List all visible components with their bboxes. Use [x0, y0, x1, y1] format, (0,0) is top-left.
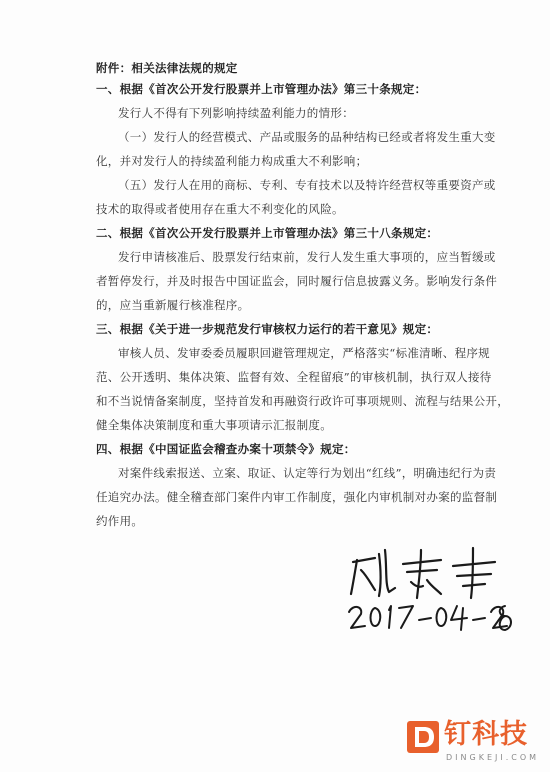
section-3-line: 范、公开透明、集体决策、监督有效、全程留痕”的审核机制，执行双人接待: [96, 370, 492, 384]
watermark-subtitle: DINGKEJI.COM: [446, 753, 540, 762]
section-3-line: 健全集体决策制度和重大事项请示汇报制度。: [96, 418, 332, 432]
section-4-line: 约作用。: [96, 514, 144, 528]
attachment-title: 附件：相关法律法规的规定: [96, 61, 238, 75]
section-3-heading: 三、根据《关于进一步规范发行审核权力运行的若干意见》规定：: [96, 322, 439, 336]
section-3-line: 审核人员、发审委委员履职回避管理规定，严格落实“标准清晰、程序规: [118, 346, 490, 360]
section-1-line: 技术的取得或者使用存在重大不利变化的风险。: [96, 202, 344, 216]
section-1-heading: 一、根据《首次公开发行股票并上市管理办法》第三十条规定：: [96, 82, 427, 96]
section-4-heading: 四、根据《中国证监会稽查办案十项禁令》规定：: [96, 442, 356, 456]
watermark-brand: 钉科技: [444, 719, 528, 750]
section-1-line: （五）发行人在用的商标、专利、专有技术以及特许经营权等重要资产或: [118, 178, 496, 192]
section-2-line: 者暂停发行，并及时报告中国证监会，同时履行信息披露义务。影响发行条件: [96, 274, 498, 288]
section-4-line: 任追究办法。健全稽查部门案件内审工作制度，强化内审机制对办案的监督制: [96, 490, 498, 504]
section-2-line: 发行申请核准后、股票发行结束前，发行人发生重大事项的，应当暂缓或: [118, 250, 496, 264]
section-1-line: 化，并对发行人的持续盈利能力构成重大不利影响；: [96, 154, 368, 168]
section-1-line: 发行人不得有下列影响持续盈利能力的情形：: [118, 106, 354, 120]
section-1-line: （一）发行人的经营模式、产品或服务的品种结构已经或者将发生重大变: [118, 130, 496, 144]
handwritten-signature: [345, 540, 505, 600]
handwritten-date: [345, 598, 515, 638]
dingkeji-logo-icon: [406, 720, 440, 754]
watermark: [406, 716, 541, 766]
section-2-heading: 二、根据《首次公开发行股票并上市管理办法》第三十八条规定：: [96, 226, 439, 240]
section-4-line: 对案件线索报送、立案、取证、认定等行为划出“红线”，明确违纪行为责: [118, 466, 497, 480]
section-3-line: 和不当说情备案制度，坚持首发和再融资行政许可事项规则、流程与结果公开，: [96, 394, 509, 408]
section-2-line: 的，应当重新履行核准程序。: [96, 298, 250, 312]
